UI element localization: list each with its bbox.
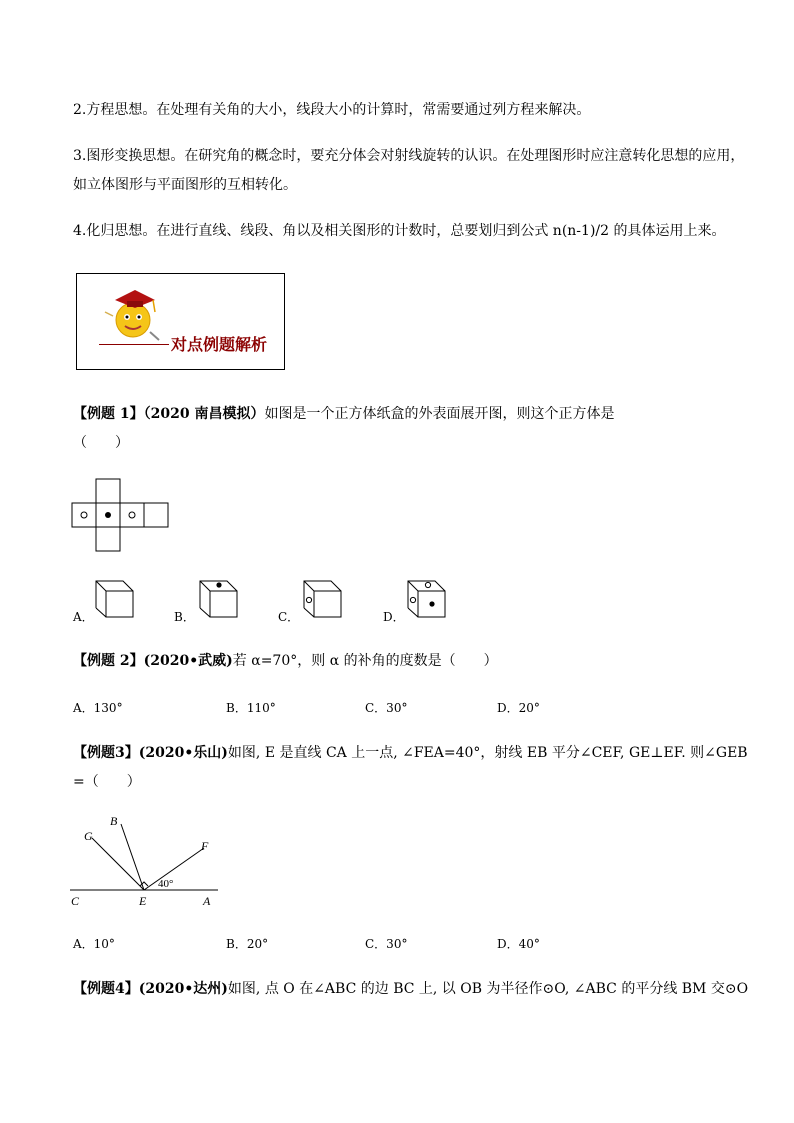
example-3-text: 如图, E 是直线 CA 上一点, ∠FEA=40°，射线 EB 平分∠CEF, GE⊥EF. 则∠GEB [227,745,748,761]
example-3-label: 【例题3】 [73,745,139,761]
example-1-line-1 [73,404,614,424]
example-4-line [73,979,748,999]
example-3-line-2: =（ ） [73,774,141,790]
solid-dot-icon [216,582,221,587]
example-3-option-d: D．40° [497,937,540,951]
ray-eb [121,824,144,890]
paragraph-3-line-2: 如立体图形与平面图形的互相转化。 [73,177,297,193]
example-2-option-d: D．20° [497,701,540,715]
net-square-top [96,479,120,503]
label-e: E [139,894,147,908]
hollow-dot-icon [410,597,415,602]
cube-net-figure [70,476,170,554]
paragraph-4: 4.化归思想。在进行直线、线段、角以及相关图形的计数时，总要划归到公式 n(n-1)/2 的具体运用上来。 [73,223,726,239]
example-1-option-b: B． [174,610,195,624]
label-f: F [201,839,209,853]
example-1-text: 如图是一个正方体纸盒的外表面展开图，则这个正方体是 [264,406,615,422]
example-4-text: 如图, 点 O 在∠ABC 的边 BC 上, 以 OB 为半径作⊙O, ∠ABC 的平分线 BM 交⊙O [227,981,749,997]
ray-ef [144,848,204,890]
net-square-3 [120,503,144,527]
paragraph-3-line-1: 3.图形变换思想。在研究角的概念时，要充分体会对射线旋转的认识。在处理图形时应注意转化思想的应用， [73,148,745,164]
label-c: C [71,894,80,908]
net-square-bottom [96,527,120,551]
example-1-option-d: D． [383,610,405,624]
mascot-graduate-icon [95,282,165,344]
banner-title: 对点例题解析 [171,335,268,354]
label-b: B [110,814,118,828]
example-2-line [73,651,498,671]
example-3-option-b: B．20° [226,937,269,951]
net-square-4 [144,503,168,527]
net-square-1 [72,503,96,527]
example-2-option-a: A．130° [73,701,123,715]
example-3-option-c: C．30° [365,937,408,951]
example-2-source: (2020•武威) [143,653,233,669]
example-3-option-a: A．10° [73,937,115,951]
angle-figure [68,808,228,908]
angle-label: 40° [158,878,174,890]
cube-option-d [406,576,448,620]
example-2-label: 【例题 2】 [73,653,144,669]
label-a: A [203,894,211,908]
example-2-text: 若 α=70°，则 α 的补角的度数是（ ） [232,653,498,669]
example-1-label: 【例题 1】 [73,406,144,422]
cube-option-b [198,576,240,620]
hollow-dot-icon [81,512,87,518]
example-3-line-1 [73,743,748,763]
example-1-option-a: A． [73,610,94,624]
label-g: G [84,829,93,843]
paragraph-2: 2.方程思想。在处理有关角的大小，线段大小的计算时，常需要通过列方程来解决。 [73,102,591,118]
hollow-dot-icon [306,597,311,602]
example-2-option-b: B．110° [226,701,276,715]
example-4-label: 【例题4】 [73,981,139,997]
solid-dot-icon [105,512,111,518]
ray-eg [92,838,144,890]
hollow-dot-icon [129,512,135,518]
banner-underline [99,344,169,345]
section-banner [76,273,285,370]
example-1-option-c: C． [278,610,300,624]
solid-dot-icon [429,601,434,606]
example-4-source: (2020•达州) [138,981,228,997]
example-1-source: （2020 南昌模拟） [143,406,265,422]
cube-option-c [302,576,344,620]
example-2-option-c: C．30° [365,701,408,715]
example-3-source: (2020•乐山) [138,745,228,761]
hollow-dot-icon [425,582,430,587]
cube-option-a [94,576,136,620]
example-1-line-2: （ ） [73,435,129,451]
